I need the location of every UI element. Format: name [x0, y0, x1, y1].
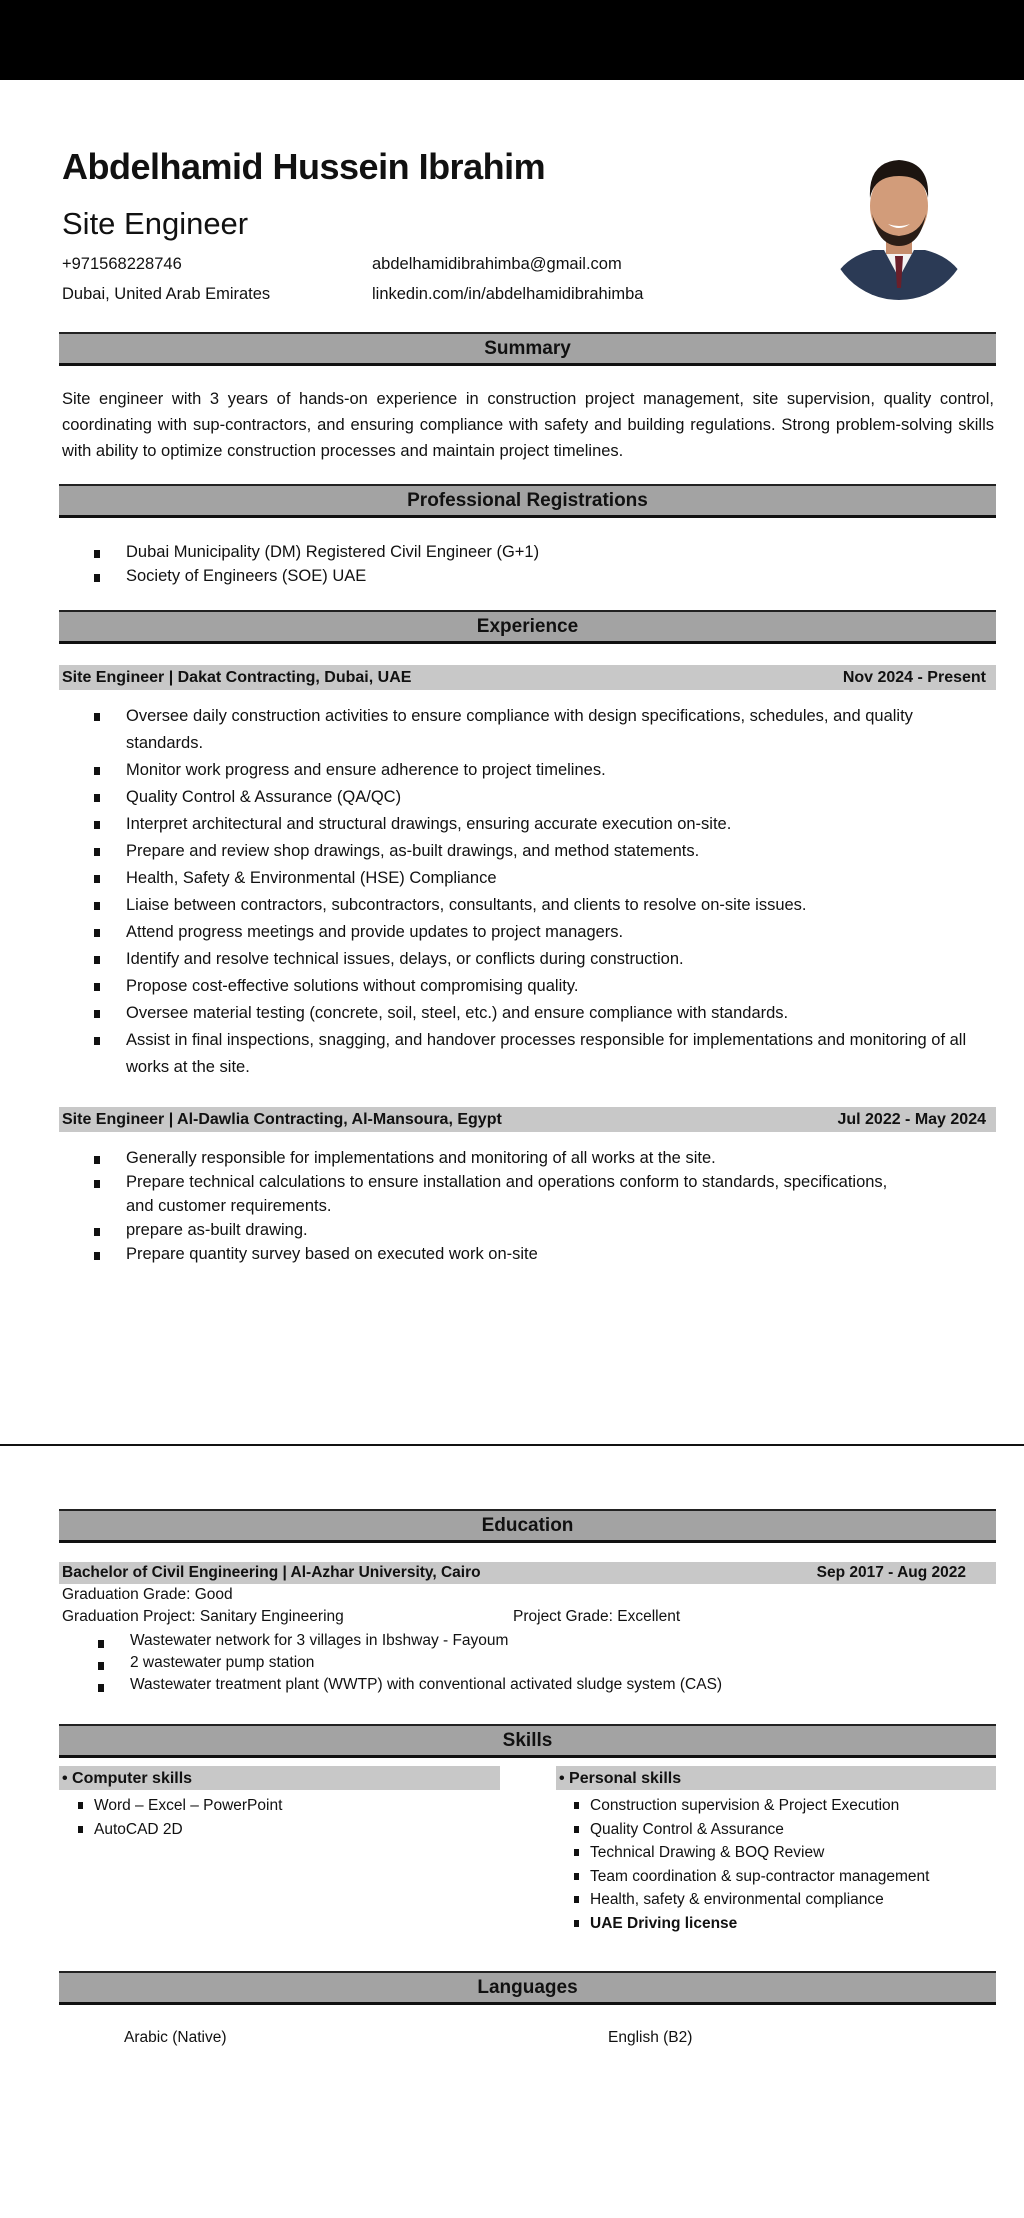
list-item: Prepare quantity survey based on executed work on-site: [94, 1242, 914, 1266]
section-header-education: Education: [59, 1509, 996, 1543]
graduation-grade: Graduation Grade: Good: [62, 1586, 233, 1603]
skills-category-personal: • Personal skills: [556, 1766, 996, 1790]
list-item: AutoCAD 2D: [78, 1818, 282, 1842]
location: Dubai, United Arab Emirates: [62, 285, 271, 303]
summary-text: Site engineer with 3 years of hands-on experience in construction project management, site supervision, quality control, coordinating with sup-contractors, and ensuring compliance with safety and building regulations. Strong problem-solving skills with ability to optimize construction processes and maintain project timelines.: [62, 390, 994, 460]
list-item: Attend progress meetings and provide updates to project managers.: [94, 919, 984, 946]
list-item: Wastewater network for 3 villages in Ibshway - Fayoum: [98, 1630, 722, 1652]
list-item: Propose cost-effective solutions without compromising quality.: [94, 973, 984, 1000]
project-grade: Project Grade: Excellent: [513, 1608, 681, 1625]
list-item: Oversee material testing (concrete, soil, steel, etc.) and ensure compliance with standards.: [94, 1000, 984, 1027]
job-dates: Nov 2024 - Present: [842, 669, 986, 686]
job-dates: Jul 2022 - May 2024: [837, 1111, 986, 1128]
list-item: Health, Safety & Environmental (HSE) Compliance: [94, 865, 984, 892]
degree-header: [59, 1562, 996, 1584]
section-header-skills: Skills: [59, 1724, 996, 1758]
page-break-line: [0, 1444, 1024, 1446]
section-header-summary: Summary: [59, 332, 996, 366]
computer-skills-list: [78, 1794, 282, 1841]
profile-photo: [828, 148, 970, 300]
degree-dates: Sep 2017 - Aug 2022: [816, 1564, 966, 1581]
language-arabic: Arabic (Native): [124, 2029, 227, 2046]
list-item: Prepare technical calculations to ensure installation and operations conform to standards, specifications, and customer requirements.: [94, 1170, 914, 1218]
list-item: Monitor work progress and ensure adherence to project timelines.: [94, 757, 984, 784]
section-header-registrations: Professional Registrations: [59, 484, 996, 518]
list-item: Quality Control & Assurance (QA/QC): [94, 784, 984, 811]
language-english: English (B2): [608, 2029, 693, 2046]
degree-title: Bachelor of Civil Engineering | Al-Azhar University, Cairo: [62, 1564, 481, 1581]
section-header-experience: Experience: [59, 610, 996, 644]
list-item: Quality Control & Assurance: [574, 1818, 929, 1842]
list-item: Generally responsible for implementations and monitoring of all works at the site.: [94, 1146, 914, 1170]
job-header: [59, 665, 996, 690]
list-item: Technical Drawing & BOQ Review: [574, 1841, 929, 1865]
list-item: 2 wastewater pump station: [98, 1652, 722, 1674]
candidate-name: Abdelhamid Hussein Ibrahim: [62, 146, 546, 187]
project-list: [98, 1630, 722, 1696]
list-item: Interpret architectural and structural drawings, ensuring accurate execution on-site.: [94, 811, 984, 838]
list-item: Team coordination & sup-contractor management: [574, 1865, 929, 1889]
email-link[interactable]: abdelhamidibrahimba@gmail.com: [372, 255, 622, 273]
list-item: Prepare and review shop drawings, as-built drawings, and method statements.: [94, 838, 984, 865]
job-title-company: Site Engineer | Al-Dawlia Contracting, Al-Mansoura, Egypt: [62, 1111, 502, 1128]
job-title: Site Engineer: [62, 206, 249, 241]
list-item: Liaise between contractors, subcontractors, consultants, and clients to resolve on-site issues.: [94, 892, 984, 919]
list-item: Dubai Municipality (DM) Registered Civil Engineer (G+1): [94, 540, 539, 564]
list-item: Assist in final inspections, snagging, and handover processes responsible for implementations and monitoring of all works at the site.: [94, 1027, 984, 1081]
phone: +971568228746: [62, 255, 182, 273]
top-black-bar: [0, 0, 1024, 80]
personal-skills-list: [574, 1794, 929, 1935]
list-item: Wastewater treatment plant (WWTP) with conventional activated sludge system (CAS): [98, 1674, 722, 1696]
graduation-project: Graduation Project: Sanitary Engineering: [62, 1608, 344, 1625]
job-duties-list: [94, 1146, 914, 1266]
list-item: Health, safety & environmental compliance: [574, 1888, 929, 1912]
list-item: Society of Engineers (SOE) UAE: [94, 564, 539, 588]
list-item: Construction supervision & Project Execution: [574, 1794, 929, 1818]
skills-category-computer: • Computer skills: [59, 1766, 500, 1790]
list-item: Word – Excel – PowerPoint: [78, 1794, 282, 1818]
list-item: Identify and resolve technical issues, delays, or conflicts during construction.: [94, 946, 984, 973]
job-title-company: Site Engineer | Dakat Contracting, Dubai, UAE: [62, 669, 412, 686]
list-item: Oversee daily construction activities to ensure compliance with design specifications, schedules, and quality standards.: [94, 703, 984, 757]
list-item: UAE Driving license: [574, 1912, 929, 1936]
section-header-languages: Languages: [59, 1971, 996, 2005]
job-duties-list: [94, 703, 984, 1081]
list-item: prepare as-built drawing.: [94, 1218, 914, 1242]
linkedin-link[interactable]: linkedin.com/in/abdelhamidibrahimba: [372, 285, 644, 303]
registrations-list: [94, 540, 539, 588]
job-header: [59, 1107, 996, 1132]
